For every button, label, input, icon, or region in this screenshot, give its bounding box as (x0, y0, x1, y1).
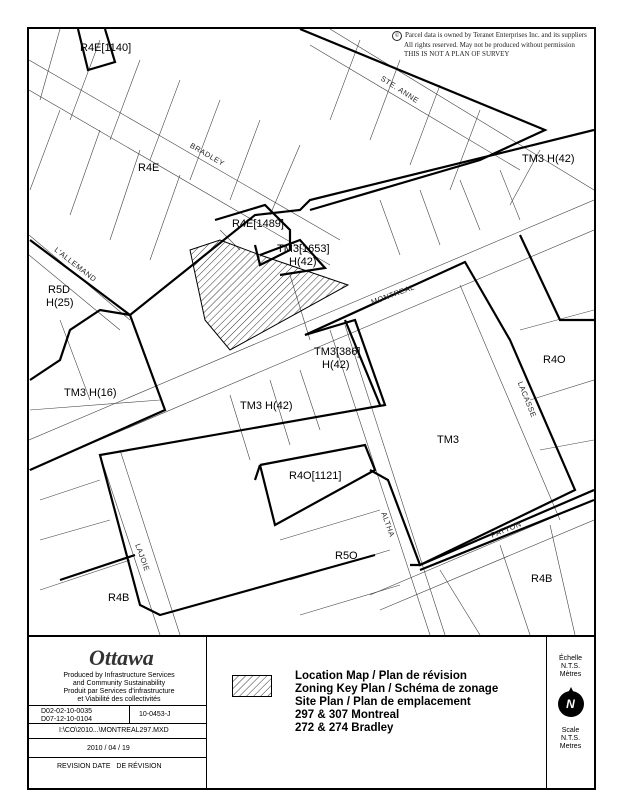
zone-label: R5D (48, 284, 71, 296)
file-number: D02-02-10-0035 (41, 708, 92, 715)
street-label: LAJOIE (133, 542, 152, 573)
copyright-notice (392, 31, 587, 58)
zone-label: R4E (138, 162, 160, 174)
revision-label: DE RÉVISION (116, 763, 162, 770)
legend-panel (29, 637, 594, 789)
hatch-swatch (232, 675, 272, 697)
street-label: LACASSE (515, 380, 539, 419)
revision-label: REVISION DATE (57, 763, 111, 770)
reference-number: 10-0453-J (139, 711, 171, 718)
zone-label: TM3[1653] (277, 243, 330, 255)
zone-label: R5O (335, 550, 358, 562)
zone-label: R4O (543, 354, 566, 366)
zone-label: TM3 H(16) (64, 387, 117, 399)
copyright-line: THIS IS NOT A PLAN OF SURVEY (404, 49, 510, 58)
zone-label: H(42) (322, 359, 350, 371)
zone-label: R4B (531, 573, 553, 585)
title-line: Site Plan / Plan de emplacement (295, 696, 471, 708)
zone-label: TM3 H(42) (240, 400, 293, 412)
title-line: Zoning Key Plan / Schéma de zonage (295, 683, 499, 695)
street-label: ALTHA (379, 510, 397, 539)
legend-divider (29, 635, 594, 637)
street-label: MONTREAL (369, 282, 416, 307)
scale-label: Metres (559, 743, 582, 750)
zone-label: R4E[1140] (80, 42, 132, 54)
logo-block (29, 637, 207, 789)
street-label: L'ALLEMAND (52, 245, 99, 284)
title-line: 297 & 307 Montreal (295, 709, 400, 721)
zone-label: TM3 (437, 434, 459, 446)
produced-by-line: and Community Sustainability (72, 680, 166, 687)
street-label: PATTON (489, 519, 523, 540)
produced-by-line: et Viabilité des collectivités (77, 696, 161, 703)
copyright-line: All rights reserved. May not be produced without permission (404, 41, 575, 49)
title-line: 272 & 274 Bradley (295, 722, 394, 734)
scale-label: Scale (561, 727, 580, 734)
ottawa-logo: Ottawa (89, 645, 154, 670)
revision-date: 2010 / 04 / 19 (87, 745, 130, 752)
street-label: STE. ANNE (379, 73, 421, 106)
produced-by-line: Produced by Infrastructure Services (63, 672, 175, 679)
north-label: N (566, 697, 575, 711)
scale-block (547, 637, 594, 789)
subject-site-hatch (190, 240, 348, 350)
street-label: BRADLEY (188, 140, 227, 169)
zone-label: TM3[386] (314, 346, 361, 358)
north-arrow-icon (558, 691, 584, 717)
produced-by-line: Produit par Services d'infrastructure (63, 688, 175, 695)
copyright-line: Parcel data is owned by Teranet Enterprises Inc. and its suppliers (405, 31, 587, 39)
scale-label: N.T.S. (560, 663, 581, 670)
copyright-icon: © (392, 31, 402, 41)
title-block (207, 637, 547, 789)
file-path: I:\CO\2010...\MONTREAL297.MXD (59, 727, 169, 734)
zone-label: R4B (108, 592, 130, 604)
zone-label: H(42) (289, 256, 317, 268)
scale-label: N.T.S. (560, 735, 581, 742)
zone-label: TM3 H(42) (522, 153, 575, 165)
scale-label: Mètres (559, 671, 582, 678)
scale-label: Échelle (559, 655, 582, 662)
file-number: D07-12-10-0104 (41, 716, 92, 723)
zone-label: H(25) (46, 297, 74, 309)
zone-label: R4O[1121] (289, 470, 342, 482)
title-line: Location Map / Plan de révision (295, 670, 467, 682)
zone-label: R4E[1489] (232, 218, 284, 230)
